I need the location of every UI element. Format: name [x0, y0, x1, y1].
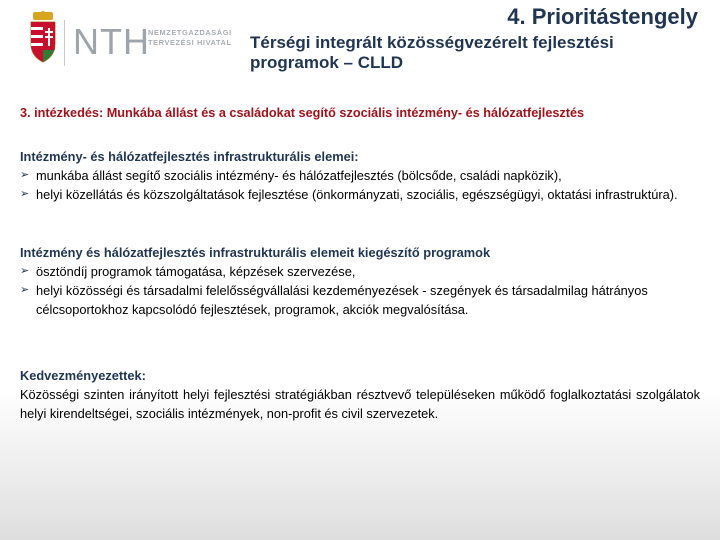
measure-heading: 3. intézkedés: Munkába állást és a családokat segítő szociális intézmény- és hálózatfejlesztés [20, 106, 585, 120]
arrow-bullet-icon: ➢ [20, 169, 30, 181]
arrow-bullet-icon: ➢ [20, 284, 30, 296]
section-heading: Intézmény- és hálózatfejlesztés infrastrukturális elemei: [20, 149, 359, 164]
logo-acronym: NTH [73, 21, 150, 62]
section-heading: Intézmény és hálózatfejlesztés infrastrukturális elemeit kiegészítő programok [20, 245, 491, 260]
nth-logo [26, 10, 236, 70]
logo-separator [64, 20, 65, 66]
list-item-text: ösztöndíj programok támogatása, képzések szervezése, [36, 264, 356, 279]
list-item [20, 262, 700, 281]
slide-subtitle: Térségi integrált közösségvezérelt fejlesztési programok – CLLD [250, 33, 614, 72]
section-complementary-programs [20, 243, 700, 319]
section-beneficiaries [20, 366, 700, 423]
arrow-bullet-icon: ➢ [20, 188, 30, 200]
section-infrastructure [20, 147, 700, 204]
hungarian-coat-of-arms-icon [26, 10, 60, 68]
section-heading: Kedvezményezettek: [20, 368, 146, 383]
list-item [20, 281, 700, 319]
list-item-text: helyi közösségi és társadalmi felelősségvállalási kezdeményezések - szegények és társadalmilag hátrányos célcsoportokhoz kapcsolódó fejlesztések, programok, akciók megvalósítása. [36, 283, 648, 317]
arrow-bullet-icon: ➢ [20, 265, 30, 277]
slide-title: 4. Prioritástengely [507, 4, 698, 29]
logo-subtitle: NEMZETGAZDASÁGI TERVEZÉSI HIVATAL [148, 28, 232, 47]
list-item [20, 166, 700, 185]
list-item-text: munkába állást segítő szociális intézmény- és hálózatfejlesztés (bölcsőde, családi napközik), [36, 168, 562, 183]
list-item-text: helyi közellátás és közszolgáltatások fejlesztése (önkormányzati, szociális, egészségügyi, oktatási infrastruktúra). [36, 187, 678, 202]
list-item [20, 185, 700, 204]
beneficiaries-text: Közösségi szinten irányított helyi fejlesztési stratégiákban résztvevő településeken működő foglalkoztatási szolgálatok helyi kirendeltségei, szociális intézmények, non-profit és civil szervezetek. [20, 387, 700, 421]
